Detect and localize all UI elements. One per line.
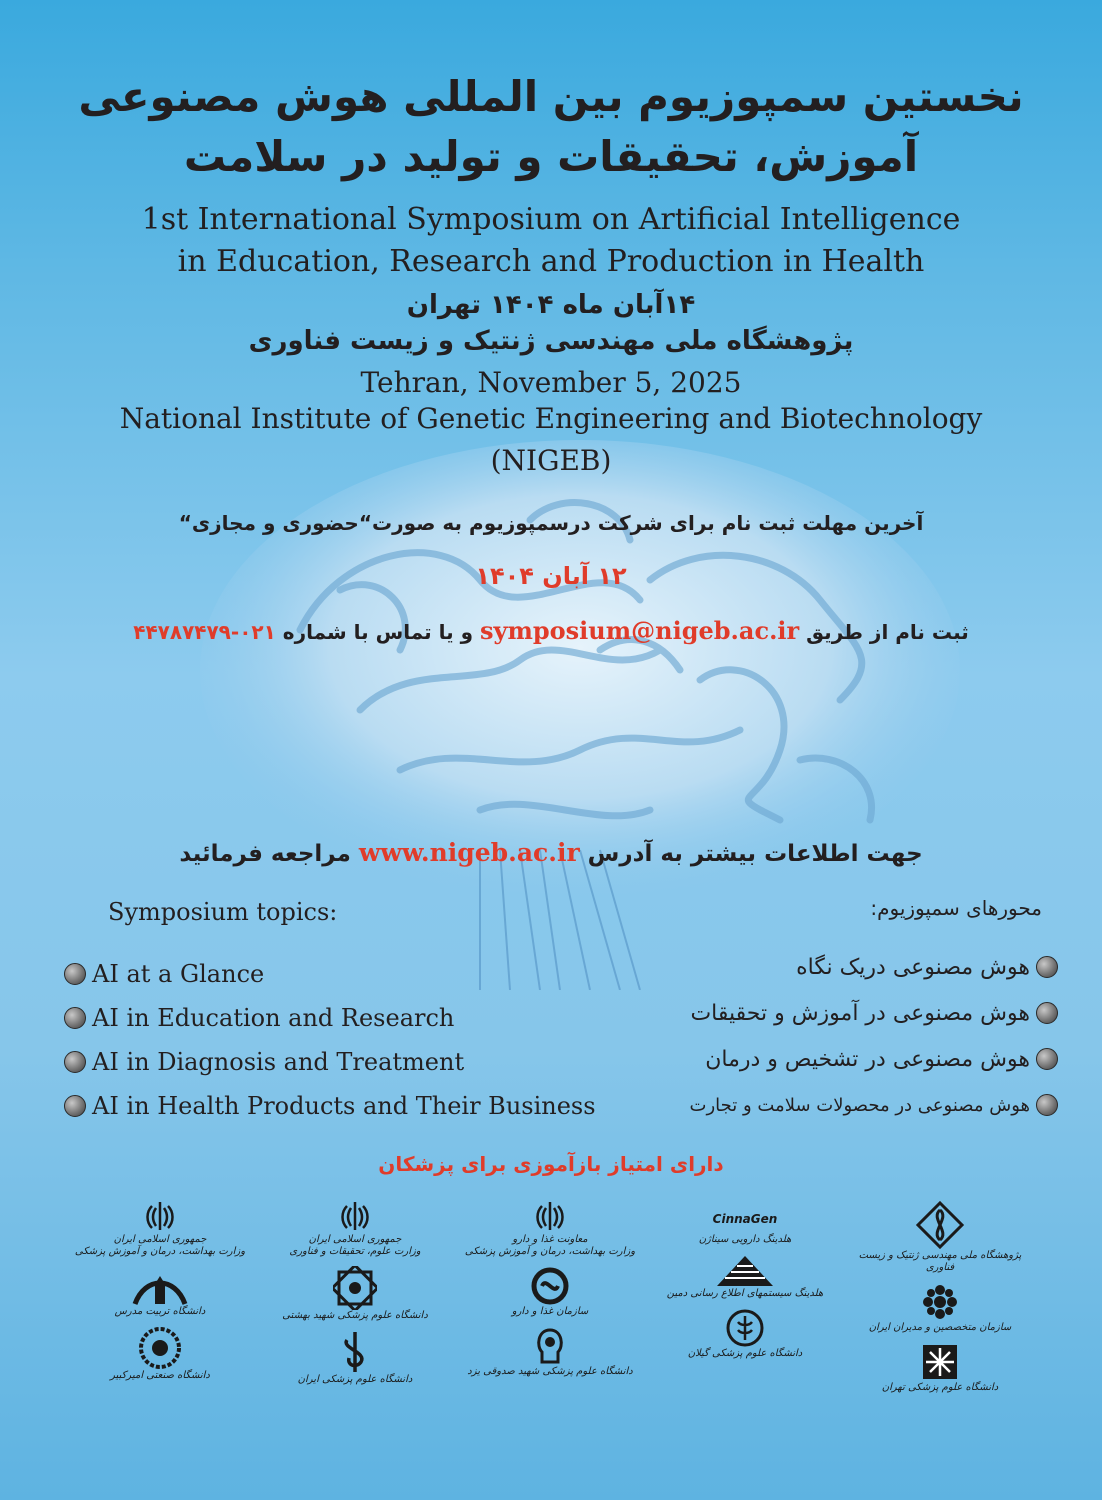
logo-caption: هلدینگ سیستمهای اطلاع رسانی دمین: [666, 1288, 824, 1299]
logo-caption: وزارت بهداشت، درمان و آموزش پزشکی: [74, 1246, 246, 1257]
list-item: [58, 1040, 596, 1084]
logo-cinnagen: [699, 1200, 792, 1246]
gray-bullet-icon: [64, 1051, 86, 1073]
sponsor-logos: [70, 1200, 1030, 1470]
logo-fda: [512, 1266, 589, 1318]
gray-bullet-icon: [64, 1095, 86, 1117]
title-fa-line1: نخستین سمپوزیوم بین المللی هوش مصنوعی: [78, 72, 1024, 121]
logo-caption: وزارت بهداشت، درمان و آموزش پزشکی: [464, 1246, 636, 1257]
logo-column: [850, 1200, 1030, 1470]
logo-ministry-health: [75, 1200, 245, 1258]
title-en-line1: 1st International Symposium on Artificial Intelligence: [141, 202, 961, 237]
logo-tehran-medical: [882, 1342, 998, 1394]
list-item: [690, 1036, 1065, 1082]
fda-emblem-icon: [528, 1266, 572, 1306]
logo-caption: سازمان غذا و دارو: [511, 1306, 589, 1317]
registration-line: [0, 616, 1102, 645]
logo-caption: دانشگاه علوم پزشکی گیلان: [687, 1348, 803, 1359]
logo-caption: دانشگاه علوم پزشکی شهید صدوقی یزد: [467, 1366, 633, 1377]
logo-guilan: [688, 1308, 803, 1360]
university-emblem-icon: [725, 1308, 765, 1348]
logo-experts-org: [869, 1282, 1012, 1334]
flower-emblem-icon: [920, 1282, 960, 1322]
logo-caption: دانشگاه علوم پزشکی ایران: [297, 1374, 413, 1385]
registration-email-link[interactable]: symposium@nigeb.ac.ir: [480, 616, 800, 645]
topic-fa-label: هوش مصنوعی در تشخیص و درمان: [705, 1046, 1030, 1072]
logo-caption: معاونت غذا و دارو: [512, 1234, 588, 1245]
cme-credit-text: دارای امتیاز بازآموزی برای پزشکان: [378, 1152, 724, 1176]
logo-sadoughi-yazd: [467, 1326, 633, 1378]
registration-deadline-date: ۱۲ آبان ۱۴۰۴: [475, 562, 627, 590]
gray-bullet-icon: [64, 1007, 86, 1029]
university-emblem-icon: [530, 1326, 570, 1366]
list-item: [690, 1082, 1065, 1128]
title-en-line2: in Education, Research and Production in Health: [177, 244, 925, 279]
university-emblem-icon: [337, 1330, 373, 1374]
gray-bullet-icon: [1036, 1002, 1058, 1024]
nigeb-emblem-icon: [915, 1200, 965, 1250]
more-info-line: [0, 838, 1102, 867]
gray-bullet-icon: [1036, 1048, 1058, 1070]
topic-fa-label: هوش مصنوعی در آموزش و تحقیقات: [690, 1000, 1030, 1026]
logo-caption: سازمان متخصصین و مدیران ایران: [868, 1322, 1012, 1333]
topic-en-label: AI in Education and Research: [92, 1004, 455, 1032]
gray-bullet-icon: [1036, 1094, 1058, 1116]
logo-caption: دانشگاه صنعتی امیرکبیر: [110, 1370, 210, 1381]
event-venue-abbr: (NIGEB): [490, 444, 612, 477]
list-item: [690, 944, 1065, 990]
topic-en-label: AI at a Glance: [92, 960, 265, 988]
logo-column: [70, 1200, 250, 1470]
more-info-suffix: مراجعه فرمائید: [179, 841, 351, 867]
topics-en-title: Symposium topics:: [108, 898, 338, 926]
iran-emblem-icon: [335, 1200, 375, 1234]
logo-nigeb: [850, 1200, 1030, 1274]
list-item: [58, 1084, 596, 1128]
logo-caption: جمهوری اسلامی ایران: [308, 1234, 402, 1245]
logo-column: [265, 1200, 445, 1470]
logo-amirkabir: [110, 1326, 210, 1382]
list-item: [690, 990, 1065, 1036]
website-link[interactable]: www.nigeb.ac.ir: [358, 838, 580, 867]
logo-damin: [667, 1254, 823, 1300]
title-fa-line2: آموزش، تحقیقات و تولید در سلامت: [183, 132, 919, 181]
logo-iran-medical: [298, 1330, 413, 1386]
logo-caption: دانشگاه تربیت مدرس: [114, 1306, 206, 1317]
event-date-en: Tehran, November 5, 2025: [360, 366, 742, 399]
topics-fa-title: محورهای سمپوزیوم:: [870, 896, 1042, 920]
topics-fa-list: [690, 944, 1065, 1128]
logo-tarbiat-modares: [115, 1266, 206, 1318]
university-emblem-icon: [920, 1342, 960, 1382]
topics-en-list: [58, 952, 596, 1128]
pyramid-icon: [715, 1254, 775, 1288]
topic-fa-label: هوش مصنوعی در محصولات سلامت و تجارت: [689, 1094, 1030, 1116]
logo-caption: پژوهشگاه ملی مهندسی ژنتیک و زیست فناوری: [858, 1250, 1022, 1273]
gray-bullet-icon: [64, 963, 86, 985]
cinnagen-wordmark: CinnaGen: [712, 1212, 778, 1226]
logo-caption: هلدینگ دارویی سیناژن: [698, 1234, 792, 1245]
logo-shahid-beheshti: [282, 1266, 428, 1322]
university-emblem-icon: [333, 1266, 377, 1310]
logo-caption: جمهوری اسلامی ایران: [113, 1234, 207, 1245]
event-date-fa: ۱۴آبان ماه ۱۴۰۴ تهران: [406, 290, 696, 320]
iran-emblem-icon: [530, 1200, 570, 1234]
logo-food-drug-deputy: [465, 1200, 635, 1258]
registration-phone-text: و یا تماس با شماره: [282, 620, 474, 644]
topic-en-label: AI in Health Products and Their Business: [92, 1092, 596, 1120]
event-venue-fa: پژوهشگاه ملی مهندسی ژنتیک و زیست فناوری: [248, 326, 854, 356]
university-emblem-icon: [136, 1326, 184, 1370]
registration-phone: ۰۲۱-۴۴۷۸۷۴۷۹: [133, 620, 276, 644]
more-info-prefix: جهت اطلاعات بیشتر به آدرس: [587, 841, 923, 867]
topic-fa-label: هوش مصنوعی دریک نگاه: [796, 954, 1030, 980]
logo-caption: دانشگاه علوم پزشکی تهران: [881, 1382, 999, 1393]
logo-caption: دانشگاه علوم پزشکی شهید بهشتی: [282, 1310, 428, 1321]
registration-via-text: ثبت نام از طریق: [806, 620, 969, 644]
event-venue-en: National Institute of Genetic Engineering and Biotechnology: [119, 402, 983, 435]
university-emblem-icon: [130, 1266, 190, 1306]
list-item: [58, 952, 596, 996]
logo-column: [460, 1200, 640, 1470]
iran-emblem-icon: [140, 1200, 180, 1234]
list-item: [58, 996, 596, 1040]
logo-column: [655, 1200, 835, 1470]
gray-bullet-icon: [1036, 956, 1058, 978]
logo-ministry-science: [289, 1200, 420, 1258]
registration-deadline-text: آخرین مهلت ثبت نام برای شرکت درسمپوزیوم به صورت“حضوری و مجازی“: [178, 511, 924, 535]
logo-caption: وزارت علوم، تحقیقات و فناوری: [289, 1246, 421, 1257]
topic-en-label: AI in Diagnosis and Treatment: [92, 1048, 465, 1076]
